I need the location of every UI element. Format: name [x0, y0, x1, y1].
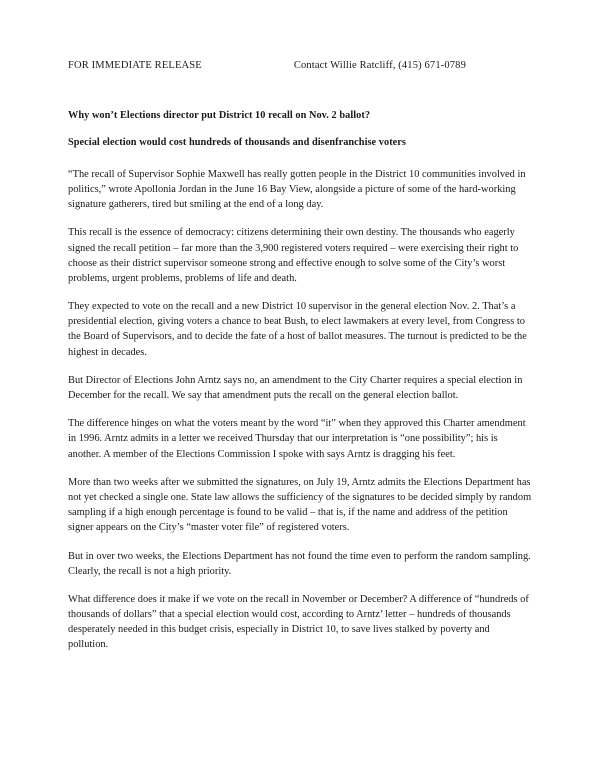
body-paragraph: But Director of Elections John Arntz says no, an amendment to the City Charter requires a special election in December for the recall. We say that amendment puts the recall on the general election ballot.	[68, 374, 523, 402]
document-header	[68, 60, 532, 71]
body-paragraph: What difference does it make if we vote on the recall in November or December? A difference of “hundreds of thousands of dollars” that a special election would cost, according to Arntz’ letter – hundreds of thousands desperately needed in this budget crisis, especially in District 10, to save lives stalked by poverty and pollution.	[68, 593, 529, 651]
contact-label: Contact Willie Ratcliff, (415) 671-0789	[293, 60, 466, 71]
body-paragraph: “The recall of Supervisor Sophie Maxwell has really gotten people in the District 10 communities involved in politics,” wrote Apollonia Jordan in the June 16 Bay View, alongside a picture of some of the hard-working signature gatherers, tired but smiling at the end of a long day.	[68, 168, 526, 211]
body-paragraph: This recall is the essence of democracy: citizens determining their own destiny. The thousands who eagerly signed the recall petition – far more than the 3,900 registered voters required – were exercising their right to choose as their district supervisor someone strong and effective enough to solve some of the City’s worst problems, urgent problems, problems of life and death.	[68, 227, 519, 284]
body-paragraph: More than two weeks after we submitted the signatures, on July 19, Arntz admits the Elections Department has not yet checked a single one. State law allows the sufficiency of the signatures to be decided simply by random sampling if a high enough percentage is found to be valid – that is, if the name and address of the petition signer appears on the City’s “master voter file” of registered voters.	[68, 476, 532, 534]
release-label: FOR IMMEDIATE RELEASE	[68, 60, 202, 71]
body-paragraph: They expected to vote on the recall and a new District 10 supervisor in the general election Nov. 2. That’s a presidential election, giving voters a chance to beat Bush, to elect lawmakers at every level, from Congress to the Board of Supervisors, and to decide the fate of a host of ballot measures. The turnout is predicted to be the highest in decades.	[68, 301, 527, 358]
body-paragraph: But in over two weeks, the Elections Department has not found the time even to perform the random sampling. Clearly, the recall is not a high priority.	[68, 550, 531, 577]
body-paragraph: The difference hinges on what the voters meant by the word “it” when they approved this Charter amendment in 1996. Arntz admits in a letter we received Thursday that our interpretation is “one possibility”; his is another. A member of the Elections Commission I spoke with says Arntz is dragging his feet.	[68, 418, 526, 460]
page-title: Why won’t Elections director put District 10 recall on Nov. 2 ballot?	[68, 110, 371, 121]
page-subtitle: Special election would cost hundreds of thousands and disenfranchise voters	[68, 136, 406, 148]
